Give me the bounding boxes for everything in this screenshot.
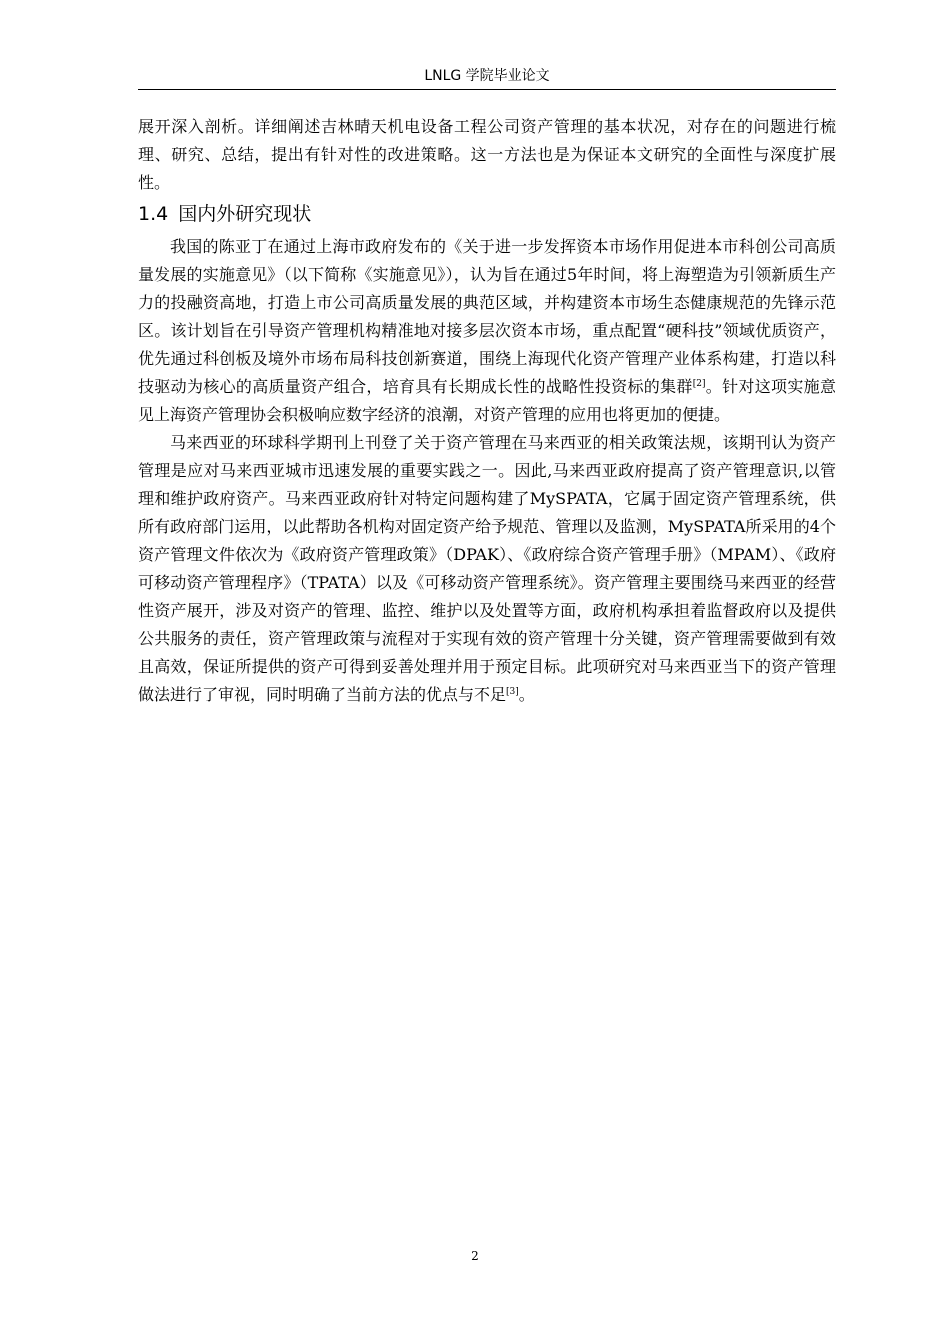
page-footer (0, 1248, 950, 1264)
page-header (138, 66, 836, 86)
header-divider (138, 89, 836, 90)
section-title: 国内外研究现状 (178, 203, 312, 225)
paragraph-domestic-research (138, 233, 836, 429)
intro-paragraph: 展开深入剖析。详细阐述吉林晴天机电设备工程公司资产管理的基本状况，对存在的问题进行梳理、研究、总结，提出有针对性的改进策略。这一方法也是为保证本文研究的全面性与深度扩展性。 (138, 117, 836, 192)
citation-reference: [2] (692, 379, 706, 389)
section-heading (138, 199, 836, 229)
page-number: 2 (471, 1249, 479, 1263)
header-title: LNLG 学院毕业论文 (424, 68, 550, 84)
paragraph-text-tail: 。 (518, 685, 535, 704)
citation-reference: [3] (506, 687, 519, 697)
paragraph-foreign-research (138, 429, 836, 709)
paragraph-text: 我国的陈亚丁在通过上海市政府发布的《关于进一步发挥资本市场作用促进本市科创公司高质量发展的实施意见》（以下简称《实施意见》），认为旨在通过5年时间，将上海塑造为引领新质生产力的投融资高地，打造上市公司高质量发展的典范区域，并构建资本市场生态健康规范的先锋示范区。该计划旨在引导资产管理机构精准地对接多层次资本市场，重点配置“硬科技”领域优质资产，优先通过科创板及境外市场布局科技创新赛道，围绕上海现代化资产管理产业体系构建，打造以科技驱动为核心的高质量资产组合，培育具有长期成长性的战略性投资标的集群 (138, 237, 836, 396)
paragraph-text-tail: 。针对这项实施意见上海资产管理协会积极响应数字经济的浪潮，对资产管理的应用也将更加的便捷。 (138, 377, 836, 424)
page-body (138, 113, 836, 709)
paragraph-text: 马来西亚的环球科学期刊上刊登了关于资产管理在马来西亚的相关政策法规，该期刊认为资产管理是应对马来西亚城市迅速发展的重要实践之一。因此,马来西亚政府提高了资产管理意识,以管理和维护政府资产。马来西亚政府针对特定问题构建了MySPATA，它属于固定资产管理系统，供所有政府部门运用，以此帮助各机构对固定资产给予规范、管理以及监测，MySPATA所采用的4个资产管理文件依次为《政府资产管理政策》（DPAK）、《政府综合资产管理手册》（MPAM）、《政府可移动资产管理程序》（TPATA）以及《可移动资产管理系统》。资产管理主要围绕马来西亚的经营性资产展开，涉及对资产的管理、监控、维护以及处置等方面，政府机构承担着监督政府以及提供公共服务的责任，资产管理政策与流程对于实现有效的资产管理十分关键，资产管理需要做到有效且高效，保证所提供的资产可得到妥善处理并用于预定目标。此项研究对马来西亚当下的资产管理做法进行了审视，同时明确了当前方法的优点与不足 (138, 433, 836, 704)
section-number: 1.4 (138, 203, 169, 225)
